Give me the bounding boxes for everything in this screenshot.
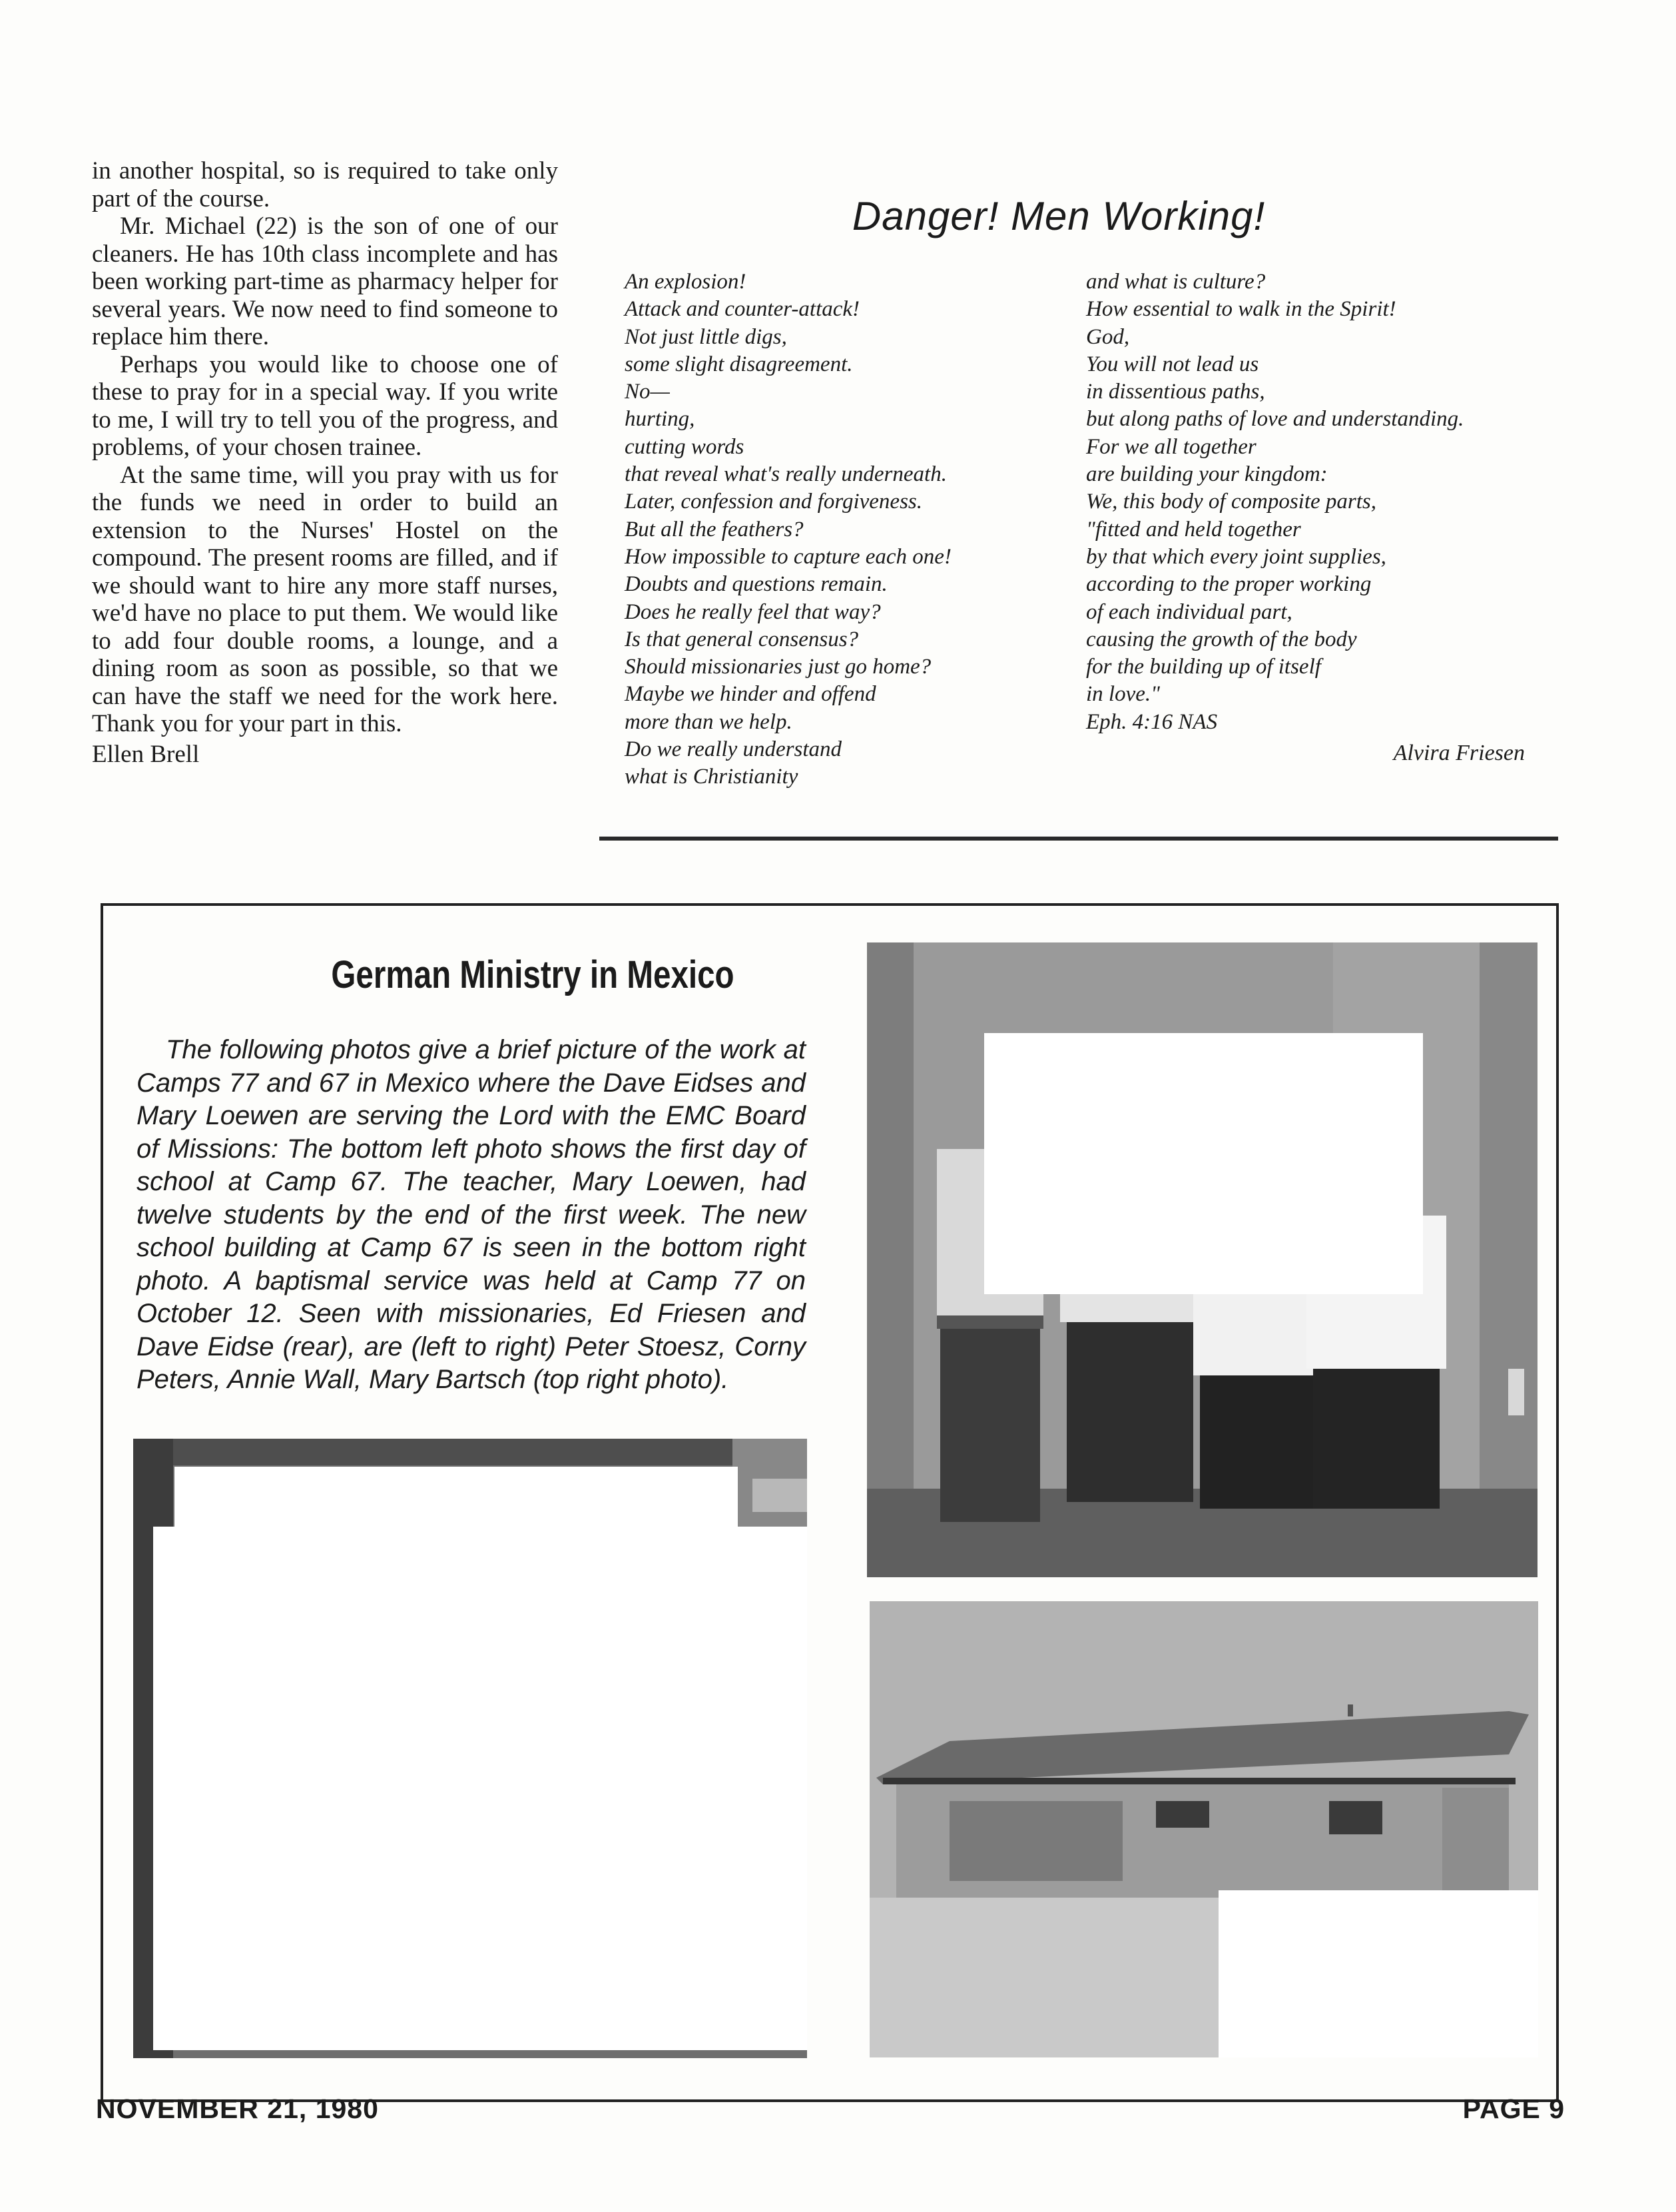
poem-line: hurting, <box>625 407 695 432</box>
poem-line: How essential to walk in the Spirit! <box>1086 297 1396 322</box>
poem-line: We, this body of composite parts, <box>1086 490 1377 514</box>
poem-line: No— <box>625 380 670 404</box>
poem-author: Alvira Friesen <box>1393 741 1525 765</box>
poem-line: "fitted and held together <box>1086 517 1301 542</box>
poem-title: Danger! Men Working! <box>852 194 1266 238</box>
poem-line: are building your kingdom: <box>1086 462 1328 487</box>
poem-line: Is that general consensus? <box>625 627 859 651</box>
poem-line: causing the growth of the body <box>1086 627 1357 651</box>
poem-line: Doubts and questions remain. <box>625 572 888 597</box>
poem-column-1 <box>625 268 1051 791</box>
poem-line: that reveal what's really underneath. <box>625 462 947 487</box>
poem-line: more than we help. <box>625 709 792 734</box>
poem-line: cutting words <box>625 434 744 459</box>
section-divider <box>599 837 1558 841</box>
poem-line: and what is culture? <box>1086 270 1266 294</box>
photo-redaction <box>153 1527 807 2050</box>
poem-line: what is Christianity <box>625 765 798 789</box>
poem-line: Maybe we hinder and offend <box>625 682 876 707</box>
poem-line: God, <box>1086 324 1130 349</box>
photo-school-building <box>870 1601 1538 2057</box>
poem-line: How impossible to capture each one! <box>625 544 952 569</box>
photo-school-first-day <box>133 1439 807 2058</box>
photo-redaction <box>1219 1890 1538 2057</box>
poem-line: Not just little digs, <box>625 324 787 349</box>
issue-date: NOVEMBER 21, 1980 <box>96 2093 379 2124</box>
page-number: PAGE 9 <box>1462 2093 1565 2124</box>
poem-line: You will not lead us <box>1086 352 1259 376</box>
feature-body-text: The following photos give a brief picture of the work at Camps 77 and 67 in Mexico where the Dave Eidses and Mary Loewen are serving the Lord with the EMC Board of Missions: The bottom left photo shows the first day of school at Camp 67. The teacher, Mary Loewen, had twelve students by the end of the first week. The new school building at Camp 67 is seen in the bottom right photo. A baptismal service was held at Camp 77 on October 12. Seen with missionaries, Ed Friesen and Dave Eidse (rear), are (left to right) Peter Stoesz, Corny Peters, Annie Wall, Mary Bartsch (top right photo). <box>137 1035 806 1394</box>
poem-line: in dissentious paths, <box>1086 380 1265 404</box>
left-article <box>92 157 558 768</box>
article-paragraph: Mr. Michael (22) is the son of one of our cleaners. He has 10th class incomplete and has been working part-time as pharmacy helper for several years. We now need to find someone to replace him there. <box>92 212 558 350</box>
poem-line: Do we really understand <box>625 737 842 762</box>
article-paragraph: Perhaps you would like to choose one of these to pray for in a special way. If you write to me, I will try to tell you of the progress, and problems, of your chosen trainee. <box>92 350 558 461</box>
poem-line: in love." <box>1086 682 1160 707</box>
poem-line: by that which every joint supplies, <box>1086 544 1386 569</box>
poem-line: of each individual part, <box>1086 599 1292 624</box>
poem-line: for the building up of itself <box>1086 655 1321 679</box>
poem-line: Should missionaries just go home? <box>625 655 932 679</box>
poem-column-2 <box>1086 268 1565 736</box>
photo-redaction <box>174 1467 738 1527</box>
photo-redaction <box>984 1033 1423 1294</box>
poem-line: An explosion! <box>625 270 746 294</box>
poem-line: But all the feathers? <box>625 517 804 542</box>
article-paragraph: in another hospital, so is required to take only part of the course. <box>92 157 558 212</box>
feature-title: German Ministry in Mexico <box>331 953 734 996</box>
photo-baptism-group <box>867 942 1537 1577</box>
poem-line: Does he really feel that way? <box>625 599 881 624</box>
feature-body <box>137 1034 806 1397</box>
article-signature: Ellen Brell <box>92 740 200 768</box>
poem-line: For we all together <box>1086 434 1257 459</box>
poem-line: Later, confession and forgiveness. <box>625 490 922 514</box>
article-paragraph: At the same time, will you pray with us for the funds we need in order to build an extension to the Nurses' Hostel on the compound. The present rooms are filled, and if we should want to hire any more staff nurses, we'd have no place to put them. We would like to add four double rooms, a lounge, and a dining room as soon as possible, so that we can have the staff we need for the work here. Thank you for your part in this. <box>92 461 558 737</box>
poem-line: according to the proper working <box>1086 572 1372 597</box>
poem-line: Eph. 4:16 NAS <box>1086 709 1218 734</box>
poem-line: but along paths of love and understanding. <box>1086 407 1464 432</box>
poem-line: Attack and counter-attack! <box>625 297 860 322</box>
poem-line: some slight disagreement. <box>625 352 853 376</box>
